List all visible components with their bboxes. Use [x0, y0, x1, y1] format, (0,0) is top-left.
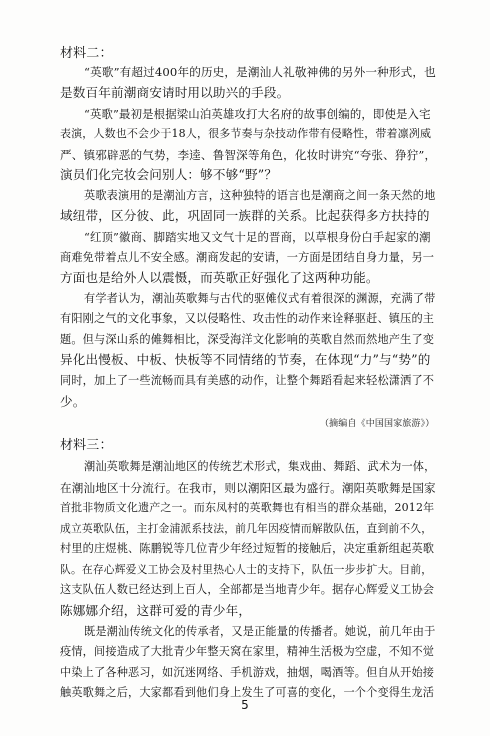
section3-line-7: 这支队伍人数已经达到上百人，全部都是当地青少年。据存心辉爱义工协会 [60, 583, 435, 596]
section2-line-16: 同时，加上了一些流畅而具有美感的动作，让整个舞蹈看起来轻松潇洒了不 [60, 374, 435, 387]
section2-line-3: “英歌”最初是根据梁山泊英雄攻打大名府的故事创编的，即使是入宅 [84, 107, 431, 121]
section2-line-9: “红顶”徽商、脚踏实地又文气十足的晋商，以草根身份白手起家的潮 [84, 230, 431, 244]
section2-line-1: “英歌”有超过400年的历史，是潮汕人礼敬神佛的另外一种形式，也 [84, 65, 436, 79]
section3-line-5: 村里的庄煜桃、陈鹏锐等几位青少年经过短暂的接触后，决定重新组起英歌 [60, 542, 435, 555]
section2-line-14: 题。但与深山系的傩舞相比，深受海洋文化影响的英歌自然而然地产生了变 [60, 333, 435, 346]
section3-line-11: 中染上了各种恶习，如沉迷网络、手机游戏，抽烟，喝酒等。但自从开始接 [60, 666, 435, 679]
section2-line-10: 商难免带着点儿不安全感。潮商发起的安请，一方面是团结自身力量，另一 [60, 251, 435, 264]
section2-line-17: 少。 [60, 394, 86, 409]
section3-line-8: 陈娜娜介绍，这群可爱的青少年， [60, 603, 252, 618]
section3-line-4: 成立英歌队伍，主打金浦派系技法，前几年因疫情而解散队伍，直到前不久， [60, 522, 433, 535]
section3-line-6: 队。在存心辉爱义工协会及村里热心人士的支持下，队伍一步步扩大。目前， [60, 563, 433, 576]
section2-line-2: 是数百年前潮商安请时用以助兴的手段。 [60, 85, 290, 100]
section2-line-12: 有学者认为，潮汕英歌舞与古代的驱傩仪式有着很深的渊源，充满了带 [84, 292, 436, 305]
section2-line-15: 异化出慢板、中板、快板等不同情绪的节奏，在体现“力”与“势”的 [60, 352, 431, 367]
section2-heading: 材料二： [60, 46, 113, 61]
section2-line-5: 严、镇邪辟恶的气势，李逵、鲁智深等角色，化妆时讲究“夸张、狰狞”， [60, 148, 437, 162]
section2-line-7: 英歌表演用的是潮汕方言，这种独特的语言也是潮商之间一条天然的地 [84, 189, 436, 202]
section2-source: （摘编自《中国国家旅游》） [320, 419, 435, 429]
section2-line-11: 方面也是给外人以震慑，而英歌正好强化了这两种功能。 [60, 270, 379, 285]
section3-line-2: 在潮汕地区十分流行。在我市，则以潮阳区最为盛行。潮阳英歌舞是国家 [60, 481, 436, 495]
section2-line-13: 有阳刚之气的文化事象，又以侵略性、攻击性的动作来诠释驱赶、镇压的主 [60, 312, 435, 325]
section3-line-10: 疫情，间接造成了大批青少年整天窝在家里，精神生活极为空虚，不知不觉 [60, 645, 435, 658]
section3-line-12: 触英歌舞之后，大家都看到他们身上发生了可喜的变化，一个个变得生龙活 [60, 686, 435, 699]
page-number: 5 [241, 698, 249, 712]
section2-line-4: 表演，人数也不会少于18人，很多节奏与杂技动作带有侵略性，带着凛冽威 [60, 127, 432, 140]
section3-heading: 材料三： [60, 438, 113, 453]
section3-line-1: 潮汕英歌舞是潮汕地区的传统艺术形式，集戏曲、舞蹈、武术为一体， [84, 460, 436, 473]
section2-line-6: 演员们化完妆会问别人：够不够“野”？ [60, 167, 278, 182]
section2-line-8: 域纽带，区分彼、此，巩固同一族群的关系。比起获得多方扶持的 [60, 208, 430, 223]
section3-line-9: 既是潮汕传统文化的传承者，又是正能量的传播者。她说，前几年由于 [84, 625, 436, 638]
section3-line-3: 首批非物质文化遗产之一。而东凤村的英歌舞也有相当的群众基础，2012年 [60, 501, 435, 514]
